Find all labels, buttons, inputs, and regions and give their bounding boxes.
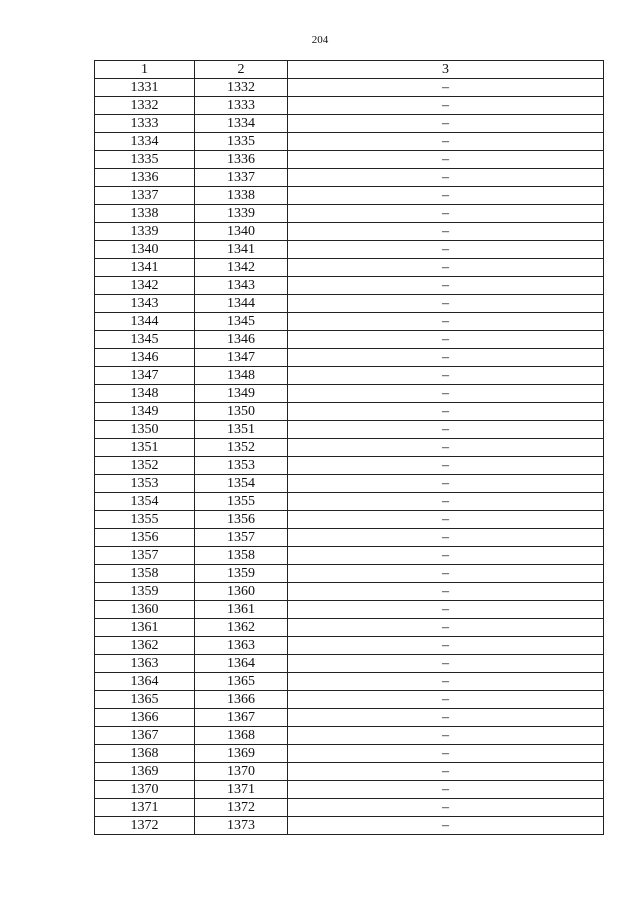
table-cell-col-3: – [288, 439, 604, 457]
table-cell-col-3: – [288, 277, 604, 295]
table-cell-col-3: – [288, 241, 604, 259]
table-cell-col-2: 1372 [195, 799, 288, 817]
table-cell-col-3: – [288, 97, 604, 115]
table-row [95, 619, 604, 637]
table-row [95, 223, 604, 241]
table-cell-col-3: – [288, 763, 604, 781]
table-cell-col-3: – [288, 655, 604, 673]
table-cell-col-1: 1345 [95, 331, 195, 349]
table-row [95, 385, 604, 403]
table-row [95, 259, 604, 277]
table-cell-col-2: 1365 [195, 673, 288, 691]
table-cell-col-1: 1350 [95, 421, 195, 439]
table-cell-col-1: 1354 [95, 493, 195, 511]
table-row [95, 241, 604, 259]
table-cell-col-1: 1363 [95, 655, 195, 673]
table-cell-col-1: 1362 [95, 637, 195, 655]
table-cell-col-1: 1361 [95, 619, 195, 637]
table-cell-col-1: 1353 [95, 475, 195, 493]
table-row [95, 601, 604, 619]
table-cell-col-1: 1370 [95, 781, 195, 799]
table-cell-col-1: 1347 [95, 367, 195, 385]
table-cell-col-3: – [288, 565, 604, 583]
table-row [95, 277, 604, 295]
table-cell-col-3: – [288, 691, 604, 709]
table-cell-col-1: 1366 [95, 709, 195, 727]
table-row [95, 439, 604, 457]
table-cell-col-2: 1355 [195, 493, 288, 511]
table-cell-col-1: 1358 [95, 565, 195, 583]
table-row [95, 115, 604, 133]
table-cell-col-1: 1368 [95, 745, 195, 763]
table-row [95, 529, 604, 547]
table-cell-col-3: – [288, 673, 604, 691]
table-cell-col-1: 1342 [95, 277, 195, 295]
table-cell-col-2: 1335 [195, 133, 288, 151]
page-number: 204 [311, 34, 329, 46]
table-row [95, 709, 604, 727]
table-cell-col-2: 1361 [195, 601, 288, 619]
table-cell-col-3: – [288, 781, 604, 799]
table-cell-col-2: 1340 [195, 223, 288, 241]
table-row [95, 421, 604, 439]
table-header [95, 61, 604, 79]
table-cell-col-2: 1349 [195, 385, 288, 403]
table-cell-col-3: – [288, 493, 604, 511]
table-cell-col-3: – [288, 421, 604, 439]
table-row [95, 763, 604, 781]
table-cell-col-1: 1332 [95, 97, 195, 115]
table-cell-col-2: 1354 [195, 475, 288, 493]
table-row [95, 97, 604, 115]
table-cell-col-1: 1356 [95, 529, 195, 547]
table-cell-col-3: – [288, 169, 604, 187]
table-row [95, 511, 604, 529]
data-table [94, 60, 604, 835]
table-cell-col-1: 1349 [95, 403, 195, 421]
table-row [95, 745, 604, 763]
table-cell-col-2: 1337 [195, 169, 288, 187]
table-cell-col-1: 1355 [95, 511, 195, 529]
table-cell-col-3: – [288, 403, 604, 421]
table-row [95, 295, 604, 313]
table-row [95, 457, 604, 475]
table-cell-col-2: 1358 [195, 547, 288, 565]
table-cell-col-3: – [288, 457, 604, 475]
table-cell-col-3: – [288, 619, 604, 637]
table-cell-col-3: – [288, 637, 604, 655]
table-cell-col-3: – [288, 115, 604, 133]
table-cell-col-2: 1333 [195, 97, 288, 115]
table-cell-col-1: 1333 [95, 115, 195, 133]
table-cell-col-1: 1346 [95, 349, 195, 367]
table-cell-col-2: 1359 [195, 565, 288, 583]
table-cell-col-1: 1372 [95, 817, 195, 835]
table-row [95, 475, 604, 493]
table-cell-col-3: – [288, 151, 604, 169]
table-cell-col-3: – [288, 259, 604, 277]
table-cell-col-1: 1338 [95, 205, 195, 223]
table-cell-col-2: 1364 [195, 655, 288, 673]
table-cell-col-2: 1363 [195, 637, 288, 655]
table-cell-col-1: 1369 [95, 763, 195, 781]
table-cell-col-2: 1357 [195, 529, 288, 547]
table-body [95, 79, 604, 835]
table-cell-col-1: 1348 [95, 385, 195, 403]
table-row [95, 349, 604, 367]
table-cell-col-1: 1344 [95, 313, 195, 331]
table-cell-col-1: 1339 [95, 223, 195, 241]
table-cell-col-1: 1343 [95, 295, 195, 313]
table-cell-col-2: 1345 [195, 313, 288, 331]
table-row [95, 817, 604, 835]
table-cell-col-3: – [288, 313, 604, 331]
table-cell-col-3: – [288, 547, 604, 565]
table-row [95, 781, 604, 799]
table-cell-col-1: 1351 [95, 439, 195, 457]
table-row [95, 79, 604, 97]
table-cell-col-2: 1362 [195, 619, 288, 637]
table-row [95, 547, 604, 565]
table-cell-col-1: 1352 [95, 457, 195, 475]
table-cell-col-1: 1334 [95, 133, 195, 151]
table-cell-col-2: 1353 [195, 457, 288, 475]
table-cell-col-2: 1350 [195, 403, 288, 421]
table-cell-col-1: 1357 [95, 547, 195, 565]
table-cell-col-3: – [288, 349, 604, 367]
table-cell-col-3: – [288, 295, 604, 313]
table-cell-col-2: 1356 [195, 511, 288, 529]
table-cell-col-2: 1352 [195, 439, 288, 457]
table-cell-col-3: – [288, 511, 604, 529]
table-row [95, 151, 604, 169]
table-row [95, 493, 604, 511]
table-cell-col-1: 1365 [95, 691, 195, 709]
column-header-3: 3 [288, 61, 604, 79]
column-header-2: 2 [195, 61, 288, 79]
table-row [95, 331, 604, 349]
table-row [95, 637, 604, 655]
table-cell-col-2: 1339 [195, 205, 288, 223]
table-cell-col-2: 1338 [195, 187, 288, 205]
column-header-1: 1 [95, 61, 195, 79]
table-cell-col-2: 1336 [195, 151, 288, 169]
table-cell-col-1: 1335 [95, 151, 195, 169]
table-cell-col-2: 1370 [195, 763, 288, 781]
table-cell-col-2: 1351 [195, 421, 288, 439]
table-cell-col-2: 1347 [195, 349, 288, 367]
table-cell-col-3: – [288, 223, 604, 241]
table-cell-col-2: 1344 [195, 295, 288, 313]
table-cell-col-3: – [288, 745, 604, 763]
table-cell-col-2: 1366 [195, 691, 288, 709]
table-cell-col-3: – [288, 367, 604, 385]
table-cell-col-3: – [288, 187, 604, 205]
table-row [95, 313, 604, 331]
table-cell-col-3: – [288, 601, 604, 619]
table-cell-col-3: – [288, 475, 604, 493]
table-cell-col-2: 1367 [195, 709, 288, 727]
table-cell-col-3: – [288, 331, 604, 349]
table-row [95, 367, 604, 385]
table-cell-col-1: 1336 [95, 169, 195, 187]
table-row [95, 799, 604, 817]
table-row [95, 655, 604, 673]
table-cell-col-3: – [288, 583, 604, 601]
table-cell-col-1: 1360 [95, 601, 195, 619]
table-cell-col-3: – [288, 709, 604, 727]
table-cell-col-2: 1343 [195, 277, 288, 295]
table-row [95, 691, 604, 709]
table-cell-col-2: 1334 [195, 115, 288, 133]
table-cell-col-2: 1371 [195, 781, 288, 799]
table-cell-col-1: 1367 [95, 727, 195, 745]
table-cell-col-1: 1359 [95, 583, 195, 601]
table-cell-col-3: – [288, 205, 604, 223]
table-row [95, 187, 604, 205]
table-cell-col-1: 1364 [95, 673, 195, 691]
table-row [95, 727, 604, 745]
table-cell-col-1: 1340 [95, 241, 195, 259]
table-cell-col-3: – [288, 79, 604, 97]
table-cell-col-3: – [288, 727, 604, 745]
table-cell-col-1: 1371 [95, 799, 195, 817]
table-cell-col-1: 1337 [95, 187, 195, 205]
table-cell-col-3: – [288, 529, 604, 547]
table-cell-col-2: 1332 [195, 79, 288, 97]
table-cell-col-1: 1331 [95, 79, 195, 97]
header-row [95, 61, 604, 79]
table-cell-col-2: 1369 [195, 745, 288, 763]
table-cell-col-2: 1360 [195, 583, 288, 601]
table-cell-col-2: 1368 [195, 727, 288, 745]
table-row [95, 403, 604, 421]
table-row [95, 205, 604, 223]
table-cell-col-3: – [288, 799, 604, 817]
table-cell-col-2: 1341 [195, 241, 288, 259]
table-row [95, 565, 604, 583]
table-cell-col-2: 1342 [195, 259, 288, 277]
table-cell-col-2: 1373 [195, 817, 288, 835]
table-row [95, 583, 604, 601]
table-cell-col-3: – [288, 385, 604, 403]
table-cell-col-3: – [288, 133, 604, 151]
table-cell-col-1: 1341 [95, 259, 195, 277]
table-cell-col-3: – [288, 817, 604, 835]
table-row [95, 169, 604, 187]
table-cell-col-2: 1346 [195, 331, 288, 349]
table-row [95, 133, 604, 151]
table-cell-col-2: 1348 [195, 367, 288, 385]
table-row [95, 673, 604, 691]
